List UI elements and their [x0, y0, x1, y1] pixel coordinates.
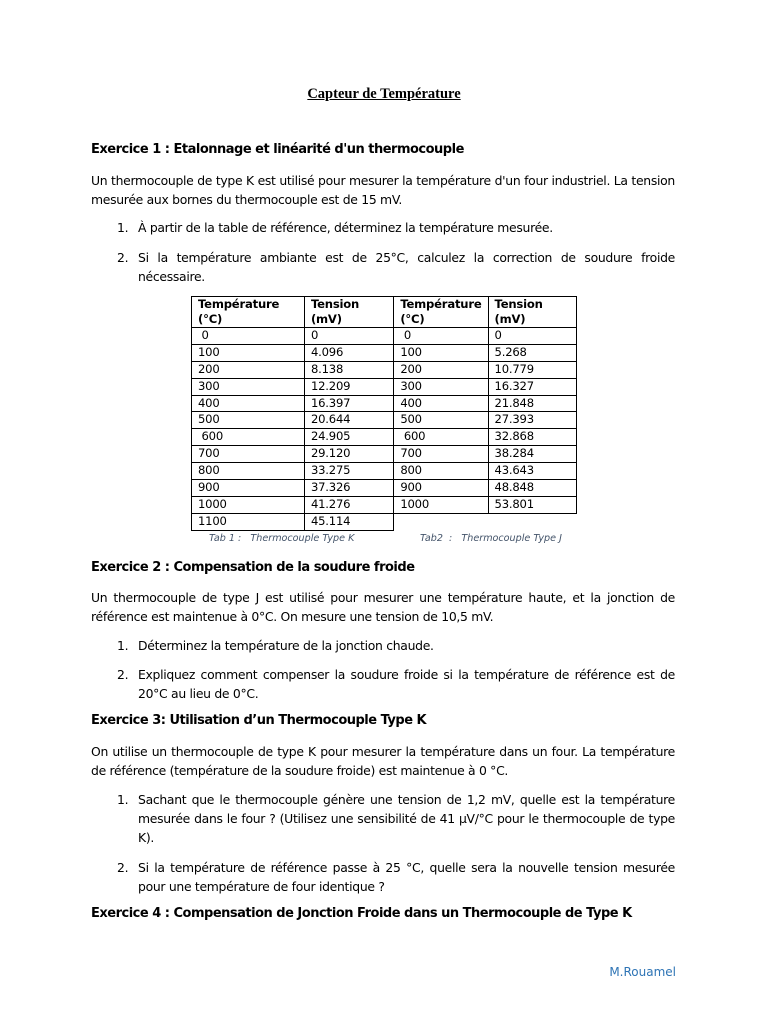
list-number: 1. [117, 792, 129, 807]
temperature-k-cell: 300 [192, 378, 305, 395]
table-caption-type-k: Tab 1 : Thermocouple Type K [209, 533, 355, 544]
list-number: 1. [117, 220, 129, 235]
temperature-j-cell: 500 [394, 412, 488, 429]
table-row [192, 480, 577, 497]
temperature-k-cell: 700 [192, 446, 305, 463]
tension-k-cell: 24.905 [304, 429, 393, 446]
temperature-k-cell: 100 [192, 344, 305, 361]
temperature-j-cell: 100 [394, 344, 488, 361]
question-text: Déterminez la température de la jonction chaude. [138, 638, 434, 653]
question-text: Expliquez comment compenser la soudure froide si la température de référence est de 20°C au lieu de 0°C. [138, 667, 675, 701]
exercise-2-intro: Un thermocouple de type J est utilisé pour mesurer une température haute, et la jonction de référence est maintenue à 0°C. On mesure une tension de 10,5 mV. [91, 590, 675, 624]
header-tension-k: Tension (mV) [304, 297, 393, 328]
temperature-j-cell: 800 [394, 463, 488, 480]
exercise-1-intro: Un thermocouple de type K est utilisé pour mesurer la température d'un four industriel. La tension mesurée aux bornes du thermocouple est de 15 mV. [91, 173, 675, 207]
table-row [192, 496, 577, 513]
exercise-1-heading: Exercice 1 : Etalonnage et linéarité d'un thermocouple [91, 142, 464, 157]
tension-j-cell: 16.327 [488, 378, 576, 395]
temperature-j-cell: 1000 [394, 496, 488, 513]
temperature-k-cell: 600 [192, 429, 305, 446]
temperature-j-cell: 900 [394, 480, 488, 497]
tension-j-cell: 32.868 [488, 429, 576, 446]
tension-j-cell: 10.779 [488, 361, 576, 378]
header-temperature-j: Température (°C) [394, 297, 488, 328]
temperature-j-cell [394, 513, 488, 530]
table-row [192, 463, 577, 480]
list-number: 1. [117, 638, 129, 653]
exercise-2-heading: Exercice 2 : Compensation de la soudure froide [91, 560, 415, 575]
tension-j-cell: 43.643 [488, 463, 576, 480]
author-signature: M.Rouamel [609, 965, 676, 979]
table-row [192, 429, 577, 446]
question-text: À partir de la table de référence, déterminez la température mesurée. [138, 220, 553, 235]
exercise-2-question-2 [117, 665, 675, 703]
temperature-k-cell: 1100 [192, 513, 305, 530]
table-header-row [192, 297, 577, 328]
tension-k-cell: 37.326 [304, 480, 393, 497]
tension-j-cell: 27.393 [488, 412, 576, 429]
temperature-k-cell: 500 [192, 412, 305, 429]
tension-k-cell: 45.114 [304, 513, 393, 530]
exercise-3-heading: Exercice 3: Utilisation d’un Thermocouple Type K [91, 713, 427, 728]
exercise-1-question-1 [117, 218, 675, 237]
thermocouple-reference-table [191, 296, 577, 531]
temperature-k-cell: 1000 [192, 496, 305, 513]
document-title: Capteur de Température [307, 86, 461, 102]
temperature-j-cell: 400 [394, 395, 488, 412]
table-row [192, 328, 577, 345]
temperature-k-cell: 0 [192, 328, 305, 345]
tension-k-cell: 29.120 [304, 446, 393, 463]
table-caption-type-j: Tab2 : Thermocouple Type J [420, 533, 562, 544]
tension-k-cell: 16.397 [304, 395, 393, 412]
temperature-j-cell: 200 [394, 361, 488, 378]
temperature-j-cell: 300 [394, 378, 488, 395]
tension-j-cell: 0 [488, 328, 576, 345]
temperature-j-cell: 700 [394, 446, 488, 463]
tension-j-cell: 21.848 [488, 395, 576, 412]
exercise-1-question-2 [117, 248, 675, 286]
table-row [192, 395, 577, 412]
table-row [192, 361, 577, 378]
list-number: 2. [117, 667, 129, 682]
table-row [192, 378, 577, 395]
temperature-k-cell: 800 [192, 463, 305, 480]
exercise-2-question-1 [117, 636, 675, 655]
exercise-3-question-1 [117, 790, 675, 847]
exercise-4-heading: Exercice 4 : Compensation de Jonction Froide dans un Thermocouple de Type K [91, 906, 632, 921]
tension-j-cell [488, 513, 576, 530]
question-text: Si la température de référence passe à 25 °C, quelle sera la nouvelle tension mesurée pour une température de four identique ? [138, 860, 675, 894]
temperature-k-cell: 200 [192, 361, 305, 378]
tension-k-cell: 20.644 [304, 412, 393, 429]
tension-j-cell: 53.801 [488, 496, 576, 513]
tension-j-cell: 5.268 [488, 344, 576, 361]
tension-k-cell: 0 [304, 328, 393, 345]
table-row [192, 412, 577, 429]
tension-j-cell: 48.848 [488, 480, 576, 497]
tension-k-cell: 4.096 [304, 344, 393, 361]
temperature-j-cell: 0 [394, 328, 488, 345]
temperature-k-cell: 900 [192, 480, 305, 497]
question-text: Sachant que le thermocouple génère une tension de 1,2 mV, quelle est la température mesurée dans le four ? (Utilisez une sensibilité de 41 µV/°C pour le thermocouple de type K). [138, 792, 675, 845]
list-number: 2. [117, 860, 129, 875]
tension-k-cell: 12.209 [304, 378, 393, 395]
table-row [192, 513, 577, 530]
header-temperature-k: Température (°C) [192, 297, 305, 328]
tension-k-cell: 41.276 [304, 496, 393, 513]
list-number: 2. [117, 250, 129, 265]
header-tension-j: Tension (mV) [488, 297, 576, 328]
tension-k-cell: 33.275 [304, 463, 393, 480]
exercise-3-question-2 [117, 858, 675, 896]
question-text: Si la température ambiante est de 25°C, calculez la correction de soudure froide nécessaire. [138, 250, 675, 284]
table-row [192, 344, 577, 361]
table-row [192, 446, 577, 463]
temperature-k-cell: 400 [192, 395, 305, 412]
exercise-3-intro: On utilise un thermocouple de type K pour mesurer la température dans un four. La température de référence (température de la soudure froide) est maintenue à 0 °C. [91, 744, 675, 778]
tension-j-cell: 38.284 [488, 446, 576, 463]
temperature-j-cell: 600 [394, 429, 488, 446]
tension-k-cell: 8.138 [304, 361, 393, 378]
